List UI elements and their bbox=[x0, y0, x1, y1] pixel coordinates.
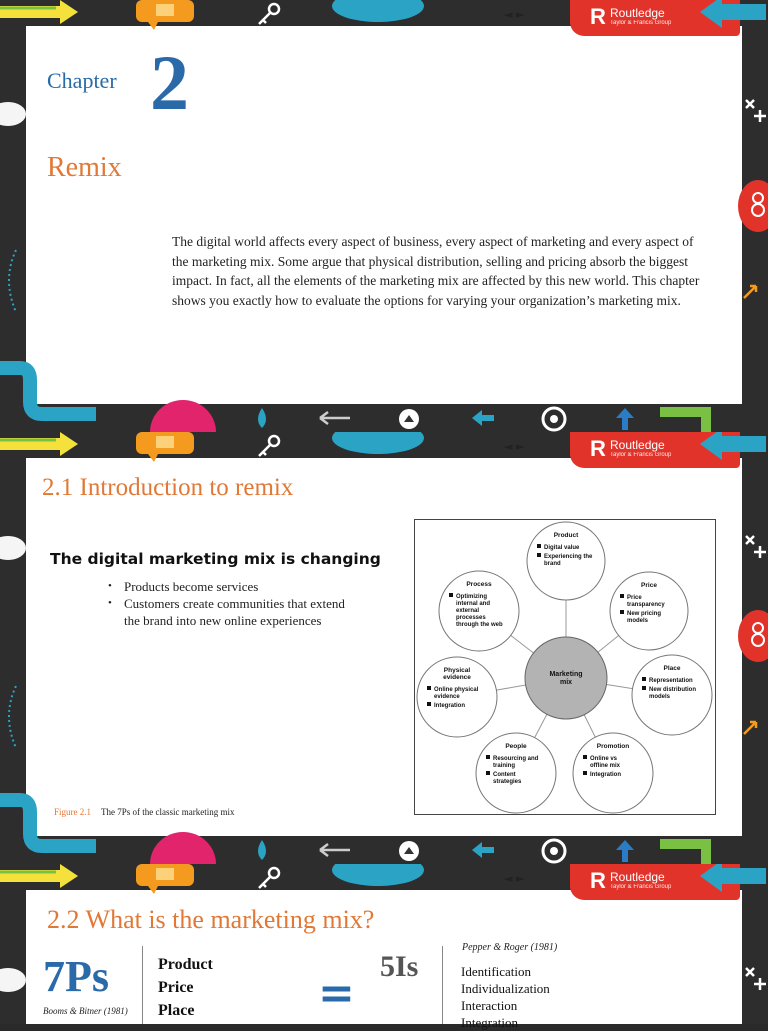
is-item: Identification bbox=[461, 964, 532, 979]
diagram-node-item: New distribution models bbox=[649, 687, 696, 700]
divider bbox=[142, 946, 143, 1024]
diagram-node-title: Promotion bbox=[596, 743, 630, 750]
diagram-node-item: Online vs offline mix bbox=[590, 756, 621, 769]
chapter-label: Chapter bbox=[47, 68, 117, 93]
logo-mark: R bbox=[590, 868, 606, 893]
diagram-node-item: Experiencing the brand bbox=[544, 554, 593, 567]
logo-name: Routledge bbox=[610, 870, 665, 884]
diagram-node-item: Integration bbox=[434, 703, 465, 709]
cloud-bubble-icon bbox=[330, 0, 426, 30]
equals-sign: = bbox=[318, 968, 355, 1019]
divider bbox=[442, 946, 443, 1024]
plus-cross-icon bbox=[742, 964, 768, 996]
diagram-bullet bbox=[427, 702, 431, 706]
diagram-node-physical-evidence bbox=[417, 657, 497, 737]
nav-arrows[interactable]: ◄ ► bbox=[504, 440, 525, 453]
diagram-node-item: Content strategies bbox=[493, 772, 522, 785]
diagram-connector bbox=[584, 715, 595, 737]
cloud-icon bbox=[0, 964, 26, 998]
blue-up-arrow-icon bbox=[614, 838, 636, 864]
logo-name: Routledge bbox=[610, 438, 665, 452]
diagram-node-item: Resourcing and training bbox=[493, 756, 539, 769]
diagram-bullet bbox=[486, 771, 490, 775]
diagram-node-item: Online physical evidence bbox=[434, 687, 479, 700]
fiveis-label: 5Is bbox=[380, 950, 419, 983]
diagram-node-title: Place bbox=[663, 665, 681, 672]
diagram-node-item: Optimizing internal and external processes through the web bbox=[456, 594, 503, 628]
pink-half-circle bbox=[150, 832, 216, 864]
person-icon bbox=[736, 178, 768, 234]
diagram-bullet bbox=[620, 594, 624, 598]
sparkle-arrows-icon bbox=[740, 280, 768, 302]
diagram-node-title: Process bbox=[466, 581, 492, 588]
back-arrow-icon bbox=[318, 410, 352, 426]
key-icon bbox=[255, 2, 281, 26]
fiveis-source: Pepper & Roger (1981) bbox=[462, 942, 558, 953]
cloud-icon bbox=[0, 532, 26, 566]
is-list bbox=[461, 963, 550, 1031]
teal-arrow-icon bbox=[692, 0, 768, 30]
diagram-node-item: Representation bbox=[649, 678, 693, 684]
diagram-node-place bbox=[632, 655, 712, 735]
diagram-bullet bbox=[427, 686, 431, 690]
bullet-list bbox=[108, 578, 348, 629]
pink-half-circle bbox=[150, 400, 216, 432]
diagram-connector bbox=[535, 714, 547, 737]
logo-name: Routledge bbox=[610, 6, 665, 20]
ps-list bbox=[158, 953, 213, 1022]
dotted-arc-icon bbox=[4, 246, 26, 316]
drop-icon bbox=[254, 408, 270, 428]
logo-mark: R bbox=[590, 4, 606, 29]
frame-bottom bbox=[0, 404, 768, 432]
ps-item: Product bbox=[158, 956, 213, 973]
diagram-center-label: Marketing mix bbox=[549, 671, 583, 686]
sevenps-label: 7Ps bbox=[43, 952, 109, 1001]
green-pipe-icon bbox=[660, 836, 720, 864]
diagram-node-price bbox=[610, 572, 688, 650]
figure-caption-text: The 7Ps of the classic marketing mix bbox=[101, 807, 235, 817]
target-icon bbox=[541, 838, 567, 864]
diagram-node-item: Integration bbox=[590, 772, 621, 778]
circle-up-icon bbox=[397, 840, 421, 862]
cloud-bubble-icon bbox=[330, 432, 426, 462]
key-icon bbox=[255, 866, 281, 890]
speech-bubble-icon bbox=[136, 864, 196, 894]
figure-caption bbox=[54, 807, 234, 817]
diagram-node-item: New pricing models bbox=[627, 611, 662, 624]
teal-left-icon bbox=[470, 408, 496, 428]
plus-cross-icon bbox=[742, 96, 768, 128]
bullet-item: • Customers create communities that extend the brand into new online experiences bbox=[108, 595, 348, 629]
diagram-bullet bbox=[449, 593, 453, 597]
logo-tagline: Taylor & Francis Group bbox=[610, 452, 672, 458]
green-arrow-icon bbox=[0, 864, 80, 890]
dotted-arc-icon bbox=[4, 682, 26, 752]
drop-icon bbox=[254, 840, 270, 860]
teal-left-icon bbox=[470, 840, 496, 860]
nav-arrows[interactable]: ◄ ► bbox=[504, 872, 525, 885]
teal-arrow-icon bbox=[692, 432, 768, 462]
green-arrow-icon bbox=[0, 432, 80, 458]
diagram-bullet bbox=[583, 755, 587, 759]
diagram-node-title: Product bbox=[553, 532, 579, 539]
speech-bubble-icon bbox=[136, 432, 196, 462]
diagram-connector bbox=[606, 684, 632, 688]
diagram-node-title: Price bbox=[641, 582, 657, 589]
blue-up-arrow-icon bbox=[614, 406, 636, 432]
diagram-connector bbox=[511, 635, 534, 653]
diagram-bullet bbox=[537, 544, 541, 548]
chapter-number: 2 bbox=[150, 39, 189, 126]
logo-tagline: Taylor & Francis Group bbox=[610, 884, 672, 890]
diagram-node-item: Digital value bbox=[544, 545, 580, 551]
plus-cross-icon bbox=[742, 532, 768, 564]
teal-pipe-icon bbox=[0, 788, 110, 864]
teal-pipe-icon bbox=[0, 356, 110, 432]
section-title-mix: 2.2 What is the marketing mix? bbox=[47, 905, 375, 934]
sevenps-source: Booms & Bitner (1981) bbox=[43, 1006, 128, 1016]
section-title-intro: 2.1 Introduction to remix bbox=[42, 474, 294, 501]
section-subtitle: The digital marketing mix is changing bbox=[50, 550, 381, 568]
teal-arrow-icon bbox=[692, 864, 768, 894]
diagram-bullet bbox=[486, 755, 490, 759]
sparkle-arrows-icon bbox=[740, 716, 768, 738]
diagram-node-promotion bbox=[573, 733, 653, 813]
chapter-title: Remix bbox=[47, 152, 122, 183]
diagram-node-product bbox=[527, 522, 605, 600]
green-arrow-icon bbox=[0, 0, 80, 26]
green-pipe-icon bbox=[660, 404, 720, 432]
figure-number: Figure 2.1 bbox=[54, 807, 91, 817]
logo-mark: R bbox=[590, 436, 606, 461]
diagram-node-people bbox=[476, 733, 556, 813]
target-icon bbox=[541, 406, 567, 432]
slide-marketing-mix bbox=[0, 864, 768, 1024]
diagram-connector bbox=[598, 635, 619, 652]
chapter-intro: The digital world affects every aspect of business, every aspect of marketing and every aspect of the marketing mix. Some argue that physical distribution, selling and pricing absorb the biggest impact. In fact, all the elements of the marketing mix are affected by this new world. This chapter shows you exactly how to evaluate the options for varying your organization’s marketing mix. bbox=[172, 234, 700, 308]
back-arrow-icon bbox=[318, 842, 352, 858]
frame-bottom bbox=[0, 836, 768, 864]
marketing-mix-diagram bbox=[414, 519, 716, 815]
key-icon bbox=[255, 434, 281, 458]
ps-item: Price bbox=[158, 979, 194, 996]
slide-page bbox=[26, 26, 742, 404]
diagram-bullet bbox=[642, 686, 646, 690]
nav-arrows[interactable]: ◄ ► bbox=[504, 8, 525, 21]
bullet-item: • Products become services bbox=[108, 578, 348, 595]
cloud-bubble-icon bbox=[330, 864, 426, 894]
person-icon bbox=[736, 608, 768, 664]
slide-chapter-2 bbox=[0, 0, 768, 432]
logo-tagline: Taylor & Francis Group bbox=[610, 20, 672, 26]
diagram-node-process bbox=[439, 571, 519, 651]
diagram-node-title: Physical evidence bbox=[443, 667, 471, 681]
is-item: Integration bbox=[461, 1015, 519, 1030]
circle-up-icon bbox=[397, 408, 421, 430]
diagram-bullet bbox=[620, 610, 624, 614]
speech-bubble-icon bbox=[136, 0, 196, 30]
diagram-connector bbox=[496, 685, 525, 690]
diagram-node-item: Price transparency bbox=[627, 595, 665, 608]
diagram-bullet bbox=[642, 677, 646, 681]
is-item: Individualization bbox=[461, 981, 550, 996]
marketing-mix-svg bbox=[415, 520, 715, 814]
cloud-icon bbox=[0, 98, 26, 132]
diagram-bullet bbox=[537, 553, 541, 557]
diagram-node-title: People bbox=[505, 743, 527, 750]
ps-item: Place bbox=[158, 1002, 195, 1019]
is-item: Interaction bbox=[461, 998, 518, 1013]
diagram-bullet bbox=[583, 771, 587, 775]
diagram-center-circle bbox=[525, 637, 607, 719]
